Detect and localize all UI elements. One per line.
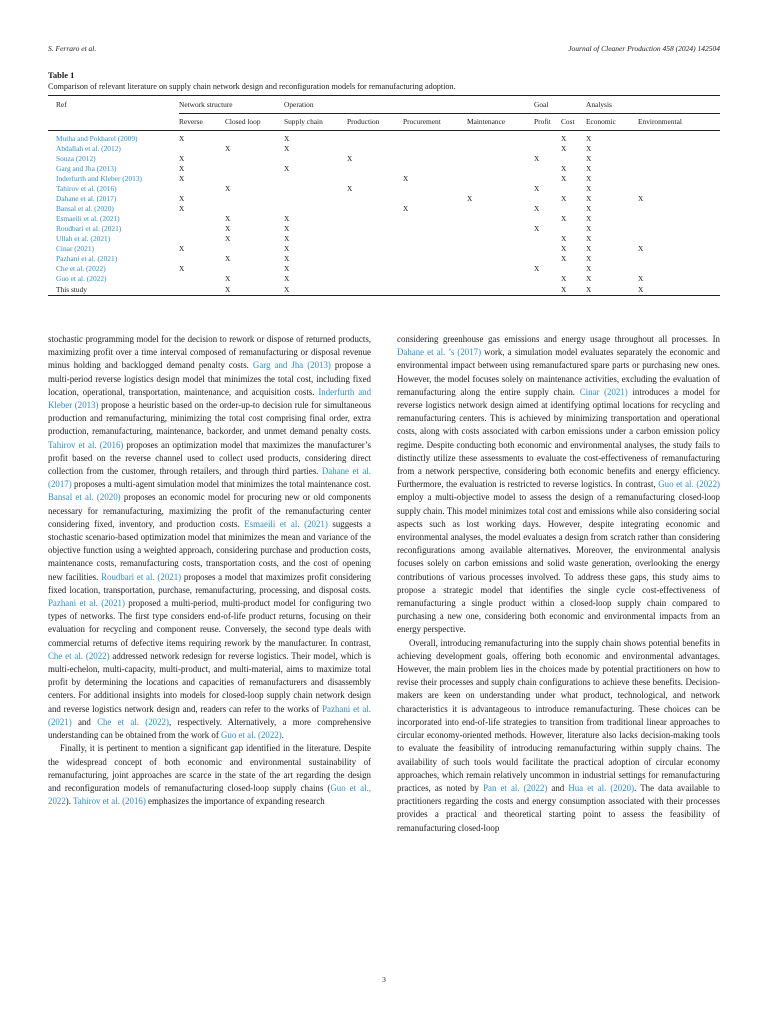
table-cell: X (179, 194, 185, 203)
citation-link[interactable]: Pazhani et al. (2021) (48, 703, 371, 727)
column-header: Procurement (403, 114, 467, 131)
right-column (397, 333, 720, 953)
table-cell (403, 131, 467, 145)
table-cell (561, 264, 586, 274)
text-run: employ a multi-objective model to assess the design of a remanufacturing closed-loop supply chain. This model minimizes total cost and emissions while also considering social aspects such as lost working days. However, despite integrating economic and environmental analyses, the model evaluates a design from scratch rather than considering reconfigurations among available alternatives. Moreover, the environmental analysis focuses solely on carbon emissions and solid waste generation, overlooking the energy contributions of various processes involved. To address these gaps, this study aims to propose a strategic model that identifies the single cycle cost-effectiveness of remanufacturing a single product within a closed-loop supply chain compared to purchasing a new one, considering both economic and environmental impacts from an energy perspective. (397, 492, 720, 635)
table-label: Table 1 (48, 70, 75, 80)
table-group-header-row (48, 96, 720, 114)
table-cell (561, 154, 586, 164)
text-run: proposed a multi-period, multi-product model for configuring two types of networks. The first type considers end-of-life product returns, focusing on their evaluation for recycling and component reuse. Conversely, the second type deals with commercial returns of defective items requiring rework by the manufacturer. In contrast, (48, 598, 371, 648)
citation-link[interactable]: Bansal et al. (2020) (48, 492, 121, 503)
column-header: Profit (534, 114, 561, 131)
table-cell (534, 194, 561, 204)
table-cell (467, 204, 534, 214)
table-cell: X (561, 134, 567, 143)
reference-link[interactable]: Che et al. (2022) (56, 264, 106, 273)
table-cell: X (179, 244, 185, 253)
table-cell: X (225, 184, 231, 193)
citation-link[interactable]: Inderfurth and Kleber (2013) (48, 386, 372, 411)
table-cell (403, 194, 467, 204)
citation-link[interactable]: Cinar (2021) (579, 386, 628, 397)
table-cell (347, 174, 403, 184)
table-cell (347, 254, 403, 264)
table-cell (534, 234, 561, 244)
text-run: stochastic programming model for the decision to rework or dispose of returned products, maximizing profit over a time interval composed of remanufacturing or disposal revenue minus holding and backlogged demand penalty costs. (48, 334, 371, 371)
table-cell: X (638, 284, 720, 296)
table-cell (403, 284, 467, 296)
table-cell (347, 144, 403, 154)
table-row (48, 244, 720, 254)
table-cell (467, 244, 534, 254)
table-cell: X (284, 164, 290, 173)
table-cell: X (225, 224, 231, 233)
table-cell (403, 264, 467, 274)
table-cell: X (534, 204, 540, 213)
table-cell: X (225, 144, 231, 153)
goal-header: Goal (534, 96, 586, 114)
table-cell: X (586, 274, 592, 283)
table-row (48, 234, 720, 244)
citation-link[interactable]: Dahane et al. (2017) (48, 466, 371, 490)
table-cell: X (347, 184, 353, 193)
citation-link[interactable]: Guo et al., 2022 (48, 782, 371, 807)
page-number: 3 (382, 975, 386, 984)
table-cell (638, 264, 720, 274)
table-cell: X (586, 244, 592, 253)
table-row (48, 144, 720, 154)
table-cell: X (586, 134, 592, 143)
table-cell (467, 264, 534, 274)
table-cell (225, 154, 284, 164)
table-cell: X (179, 154, 185, 163)
table-cell (467, 214, 534, 224)
table-cell (347, 214, 403, 224)
table-cell: X (561, 174, 567, 183)
citation-link[interactable]: Dahane et al. ’s (2017) (397, 347, 482, 358)
table-cell: X (284, 224, 290, 233)
text-run: . (281, 730, 284, 741)
table-cell (347, 244, 403, 254)
table-cell (467, 284, 534, 296)
table-cell (347, 264, 403, 274)
table-cell: X (225, 214, 231, 223)
citation-link[interactable]: Guo et al. (2022) (658, 479, 720, 490)
table-cell (225, 194, 284, 204)
text-run: addressed network redesign for reverse logistics. Their model, which is multi-echelon, multi-capacity, multi-product, and multi-material, aims to maximize total profit by determining the locations and capacities of remanufacturers and disassembly centers. For additional insights into models for closed-loop supply chain network design and reverse logistics network design and, readers can refer to the works of (48, 650, 371, 714)
text-run: ). (65, 796, 73, 807)
table-cell: X (347, 154, 353, 163)
table-cell (225, 204, 284, 214)
table-cell: X (534, 224, 540, 233)
text-run: proposes a model that maximizes profit considering fixed location, transportation, purchase, remanufacturing, processing, and disposal costs. (48, 571, 371, 595)
reference-cell: This study (48, 284, 179, 296)
text-run: Overall, introducing remanufacturing into the supply chain shows potential benefits in achieving development goals, offering both economic and environmental advantages. However, the main problem lies in the choices made by potential practitioners on how to revise their processes and supply chain configurations to achieve these benefits. Decision-makers are keen on understanding under what product, technological, and network characteristics it is advantageous to introduce remanufacturing. These choices can be incorporated into end-of-life strategies to transition from traditional linear approaches to circular economy-oriented methods. However, literature also lacks decision-making tools to evaluate the feasibility of introducing remanufacturing within supply chains. The availability of such tools would facilitate the practical adoption of circular economy approaches, which remain relatively uncommon in industrial settings for remanufacturing practices, as noted by (397, 637, 720, 793)
table-cell (403, 214, 467, 224)
citation-link[interactable]: Hua et al. (2020) (568, 782, 635, 793)
table-cell (638, 144, 720, 154)
table-cell (225, 131, 284, 145)
table-cell: X (284, 214, 290, 223)
table-cell: X (561, 244, 567, 253)
table-cell: X (179, 164, 185, 173)
table-cell: X (179, 134, 185, 143)
table-cell (179, 284, 225, 296)
table-body (48, 131, 720, 296)
table-row (48, 184, 720, 194)
table-cell (534, 254, 561, 264)
column-header: Environmental (638, 114, 720, 131)
table-cell (225, 174, 284, 184)
paragraph (48, 742, 371, 808)
table-cell (179, 184, 225, 194)
table-cell (179, 224, 225, 234)
table-cell (179, 144, 225, 154)
column-header: Closed loop (225, 114, 284, 131)
table-cell: X (403, 204, 409, 213)
paragraph (397, 333, 720, 637)
citation-link[interactable]: Che et al. (2022) (48, 650, 110, 661)
table-cell: X (179, 174, 185, 183)
column-header: Reverse (179, 114, 225, 131)
ref-header: Ref (48, 96, 179, 114)
table-cell: X (284, 144, 290, 153)
reference-link[interactable]: Souza (2012) (56, 154, 96, 163)
body-text (48, 333, 720, 953)
table-cell (403, 154, 467, 164)
table-cell: X (561, 254, 567, 263)
table-cell (467, 254, 534, 264)
table-cell: X (586, 284, 638, 296)
table-cell (638, 204, 720, 214)
table-cell: X (225, 254, 231, 263)
text-run: considering greenhouse gas emissions and energy usage throughout all processes. In (397, 334, 720, 344)
reference-link[interactable]: Pazhani et al. (2021) (56, 254, 118, 263)
table-cell: X (561, 284, 586, 296)
table-cell (638, 254, 720, 264)
table-cell: X (284, 254, 290, 263)
table-cell: X (284, 264, 290, 273)
comparison-table (48, 95, 720, 296)
table-cell: X (179, 264, 185, 273)
table-cell: X (225, 284, 284, 296)
table-column-header-row (48, 114, 720, 131)
paragraph (48, 333, 371, 742)
table-cell: X (638, 194, 644, 203)
table-cell: X (467, 194, 473, 203)
table-row (48, 204, 720, 214)
reference-link[interactable]: Cinar (2021) (56, 244, 94, 253)
table-row (48, 131, 720, 145)
citation-link[interactable]: Che et al. (2022) (97, 716, 169, 727)
table-cell: X (586, 174, 592, 183)
text-run: introduces a model for reverse logistics network design aimed at identifying optimal locations for recycling and remanufacturing centers. This is achieved by minimizing transportation and operational costs, along with costs associated with carbon emissions under a carbon emission policy regime. Despite conducting both economic and environmental analyses, the study fails to distinctly utilize these assessments to evaluate the cost-effectiveness of remanufacturing from a network perspective, considering both economic benefits and energy efficiency. Furthermore, the evaluation is restricted to reverse logistics. In contrast, (397, 386, 720, 490)
column-header: Maintenance (467, 114, 534, 131)
table-row (48, 284, 720, 296)
text-run: Finally, it is pertinent to mention a significant gap identified in the literature. Despite the widespread concept of both economic and environmental sustainability of remanufacturing, joint approaches are scarce in the state of the art regarding the design and reconfiguration models of remanufacturing closed-loop supply chains ( (48, 743, 371, 793)
table-cell (347, 194, 403, 204)
citation-link[interactable]: Garg and Jha (2013) (252, 360, 331, 371)
reference-link[interactable]: Roudbari et al. (2021) (56, 224, 122, 233)
table-row (48, 214, 720, 224)
table-cell (179, 274, 225, 284)
table-cell: X (586, 144, 592, 153)
text-run: , respectively. Alternatively, a more comprehensive understanding can be obtained from the work of (48, 716, 371, 741)
table-cell: X (225, 274, 231, 283)
table-cell: X (638, 244, 644, 253)
running-header (48, 44, 720, 56)
reference-link[interactable]: Inderfurth and Kleber (2013) (56, 174, 142, 183)
table-row (48, 264, 720, 274)
table-cell (534, 144, 561, 154)
table-cell (638, 164, 720, 174)
table-cell: X (586, 204, 592, 213)
table-cell (467, 131, 534, 145)
analysis-header: Analysis (586, 96, 720, 114)
table-cell (638, 214, 720, 224)
citation-link[interactable]: Pan et al. (2022) (483, 782, 548, 793)
reference-link[interactable]: Esmaeili et al. (2021) (56, 214, 120, 223)
table-cell: X (586, 264, 592, 273)
table-cell: X (561, 164, 567, 173)
reference-link[interactable]: Dahane et al. (2017) (56, 194, 117, 203)
table-cell: X (225, 234, 231, 243)
table-cell (534, 274, 561, 284)
table-cell (403, 224, 467, 234)
column-header: Cost (561, 114, 586, 131)
table-row (48, 254, 720, 264)
table-cell (347, 224, 403, 234)
reference-link[interactable]: Tahirov et al. (2016) (56, 184, 117, 193)
table-cell (403, 234, 467, 244)
table-cell (225, 164, 284, 174)
citation-link[interactable]: Pazhani et al. (2021) (48, 598, 125, 609)
table-cell (638, 154, 720, 164)
table-cell (284, 194, 347, 204)
table-cell (638, 184, 720, 194)
table-cell: X (638, 274, 644, 283)
table-cell (561, 184, 586, 194)
table-cell: X (586, 224, 592, 233)
table-cell (467, 174, 534, 184)
table-cell (284, 204, 347, 214)
reference-link[interactable]: Mutha and Pokharel (2009) (56, 134, 138, 143)
text-run: suggests a stochastic scenario-based optimization model that minimizes the mean and variance of the objective function using a weighted approach, considering purchase and production costs, maintenance costs, remanufacturing costs, transportation costs, and the cost of opening new facilities. (48, 518, 371, 582)
table-cell (347, 274, 403, 284)
journal-header: Journal of Cleaner Production 458 (2024) 142504 (568, 44, 720, 53)
citation-link[interactable]: Guo et al. (2022) (221, 730, 282, 741)
text-run: and (547, 782, 569, 793)
table-cell (225, 244, 284, 254)
author-header: S. Ferraro et al. (48, 44, 97, 53)
table-row (48, 154, 720, 164)
table-cell (467, 234, 534, 244)
table-cell (403, 244, 467, 254)
table-cell (403, 274, 467, 284)
table-cell: X (403, 174, 409, 183)
table-cell (347, 204, 403, 214)
table-cell (467, 144, 534, 154)
table-row (48, 274, 720, 284)
table-cell (179, 234, 225, 244)
reference-link[interactable]: Guo et al. (2022) (56, 274, 107, 283)
column-header: Economic (586, 114, 638, 131)
table-cell (179, 214, 225, 224)
text-run: propose a multi-period reverse logistics design model that minimizes the total cost, including fixed location, operational, transportation, maintenance, and acquisition costs. (48, 360, 371, 397)
citation-link[interactable]: Tahirov et al. (2016) (72, 796, 146, 807)
column-header: Production (347, 114, 403, 131)
text-run: work, a simulation model evaluates separately the economic and environmental impact between using remanufactured spare parts or purchasing new ones. However, the model focuses solely on maintenance activities, excluding the evaluation of remanufacturing along the entire supply chain. (397, 347, 720, 397)
table-cell (179, 254, 225, 264)
table-cell: X (534, 154, 540, 163)
table-cell (403, 184, 467, 194)
table-cell (638, 224, 720, 234)
table-cell: X (586, 154, 592, 163)
table-cell (467, 154, 534, 164)
table-cell (561, 224, 586, 234)
table-row (48, 174, 720, 184)
text-run: proposes an economic model for procuring new or old components necessary for remanufacturing, maximizing the profit of the remanufacturing center considering fixed, inventory, and production costs. (48, 492, 371, 529)
table-cell (467, 164, 534, 174)
table-cell (347, 131, 403, 145)
citation-link[interactable]: Esmaeili et al. (2021) (244, 518, 328, 529)
table-cell: X (284, 234, 290, 243)
table-cell (467, 184, 534, 194)
table-cell (403, 164, 467, 174)
table-cell (347, 164, 403, 174)
table-row (48, 224, 720, 234)
citation-link[interactable]: Roudbari et al. (2021) (101, 571, 182, 582)
table-row (48, 164, 720, 174)
text-run: proposes a multi-agent simulation model that minimizes the total maintenance cost. (71, 479, 371, 490)
table-cell: X (586, 254, 592, 263)
table-cell: X (586, 164, 592, 173)
table-cell (534, 214, 561, 224)
text-run: . The data available to practitioners regarding the costs and energy consumption associated with their processes provides a practical and theoretical starting point to assess the feasibility of remanufacturing closed-loop (397, 782, 720, 833)
reference-link[interactable]: Garg and Jha (2013) (56, 164, 117, 173)
operation-header: Operation (284, 96, 534, 114)
table-row (48, 194, 720, 204)
table-cell: X (561, 214, 567, 223)
table-cell: X (561, 234, 567, 243)
reference-link[interactable]: Ullah et al. (2021) (56, 234, 111, 243)
table-cell (561, 204, 586, 214)
paragraph (397, 637, 720, 835)
text-run: proposes an optimization model that maximizes the manufacturer’s profit based on the reverse channel used to collect used products, considering direct collection from the customer, through retailers, and through third parties. (48, 439, 371, 477)
table-cell: X (561, 144, 567, 153)
table-cell (403, 254, 467, 264)
table-cell: X (284, 244, 290, 253)
network-structure-header: Network structure (179, 96, 284, 114)
table-caption: Comparison of relevant literature on supply chain network design and reconfiguration models for remanufacturing adoption. (48, 82, 456, 91)
citation-link[interactable]: Tahirov et al. (2016) (48, 439, 124, 450)
text-run: emphasizes the importance of expanding research (145, 796, 325, 807)
table-cell (534, 284, 561, 296)
table-cell (467, 274, 534, 284)
table-cell: X (586, 214, 592, 223)
table-cell (467, 224, 534, 234)
table-cell: X (534, 264, 540, 273)
table-cell (284, 174, 347, 184)
reference-link[interactable]: Abdallah et al. (2012) (56, 144, 121, 153)
table-cell (534, 174, 561, 184)
column-header: Supply chain (284, 114, 347, 131)
table-cell: X (561, 274, 567, 283)
table-cell: X (561, 194, 567, 203)
table-cell (638, 174, 720, 184)
table-cell: X (534, 184, 540, 193)
table-cell (638, 131, 720, 145)
text-run: and (71, 716, 98, 727)
table-cell (284, 184, 347, 194)
table-cell: X (586, 184, 592, 193)
table-cell (403, 144, 467, 154)
reference-link[interactable]: Bansal et al. (2020) (56, 204, 114, 213)
table-cell: X (586, 194, 592, 203)
table-cell: X (586, 234, 592, 243)
table-cell: X (284, 284, 347, 296)
table-cell: X (284, 274, 290, 283)
table-cell (347, 234, 403, 244)
text-run: propose a heuristic based on the order-up-to decision rule for simultaneous production and remanufacturing, minimizing the total cost comprising final order, extra production, remanufacturing, maintenance, backorder, and unmet demand penalty costs. (48, 400, 371, 437)
table-cell (347, 284, 403, 296)
table-cell: X (179, 204, 185, 213)
table-cell (534, 244, 561, 254)
left-column (48, 333, 371, 953)
table-cell (534, 131, 561, 145)
table-cell: X (284, 134, 290, 143)
table-cell (638, 234, 720, 244)
table-cell (284, 154, 347, 164)
table-cell (225, 264, 284, 274)
table-cell (534, 164, 561, 174)
